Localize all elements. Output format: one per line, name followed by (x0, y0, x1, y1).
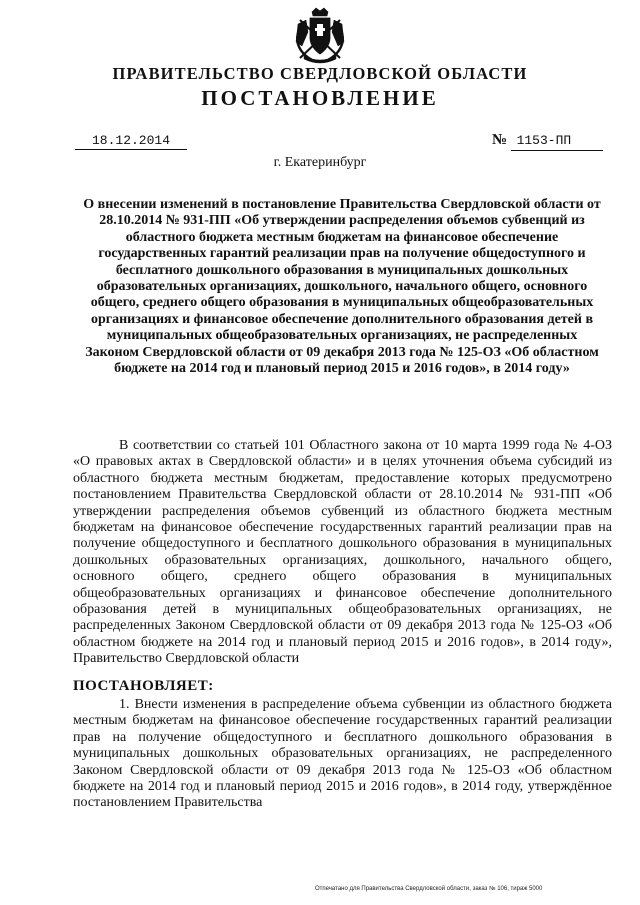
number-sign: № (492, 132, 508, 148)
print-footer: Отпечатано для Правительства Свердловской области, заказ № 106, тираж 5000 (315, 886, 543, 892)
organization-title: ПРАВИТЕЛЬСТВО СВЕРДЛОВСКОЙ ОБЛАСТИ (112, 64, 528, 83)
preamble-paragraph: В соответствии со статьей 101 Областного закона от 10 марта 1999 года № 4-ОЗ «О правовых актах в Свердловской области» и в целях уточнения объема субсидий из областного бюджета местным бюджетам, предоставление которых предусмотрено постановлением Правительства Свердловской области от 28.10.2014 № 931-ПП «Об утверждении распределения объемов субвенций из областного бюджета местным бюджетам на финансовое обеспечение государственных гарантий реализации прав на получение общедоступного и бесплатного дошкольного образования в муниципальных дошкольных образовательных организациях, дошкольного, начального общего, основного общего, среднего общего образования в муниципальных общеобразовательных организациях и финансовое обеспечение дополнительного образования детей в муниципальных общеобразовательных организациях, не распределенных Законом Свердловской области от 09 декабря 2013 года № 125-ОЗ «Об областном бюджете на 2014 год и плановый период 2015 и 2016 годов», в 2014 году», Правительство Свердловской области (73, 438, 612, 667)
document-type-title: ПОСТАНОВЛЕНИЕ (201, 86, 439, 110)
document-number-field (492, 131, 603, 151)
document-number: 1153-ПП (511, 132, 603, 151)
document-date: 18.12.2014 (75, 133, 187, 150)
clause-1-paragraph: 1. Внести изменения в распределение объема субвенции из областного бюджета местным бюджетам на финансовое обеспечение государственных гарантий реализации прав на получение общедоступного и бесплатного дошкольного образования в муниципальных дошкольных образовательных организациях, не распределенного Законом Свердловской области от 09 декабря 2013 года № 125-ОЗ «Об областном бюджете на 2014 год и плановый период 2015 и 2016 годов», в 2014 году, утверждённое постановлением Правительства (73, 697, 612, 811)
document-subject-title: О внесении изменений в постановление Правительства Свердловской области от 28.10.2014 № 931-ПП «Об утверждении распределения объемов субвенций из областного бюджета местным бюджетам на финансовое обеспечение государственных гарантий реализации прав на получение общедоступного и бесплатного дошкольного образования в муниципальных дошкольных образовательных организациях, дошкольного, начального общего, основного общего, среднего общего образования в муниципальных общеобразовательных организациях и финансовое обеспечение дополнительного образования детей в муниципальных общеобразовательных организациях, не распределенных Законом Свердловской области от 09 декабря 2013 года № 125-ОЗ «Об областном бюджете на 2014 год и плановый период 2015 и 2016 годов», в 2014 году» (83, 197, 601, 377)
decree-word: ПОСТАНОВЛЯЕТ: (73, 678, 214, 694)
coat-of-arms-icon (290, 6, 350, 64)
document-city: г. Екатеринбург (273, 155, 367, 170)
